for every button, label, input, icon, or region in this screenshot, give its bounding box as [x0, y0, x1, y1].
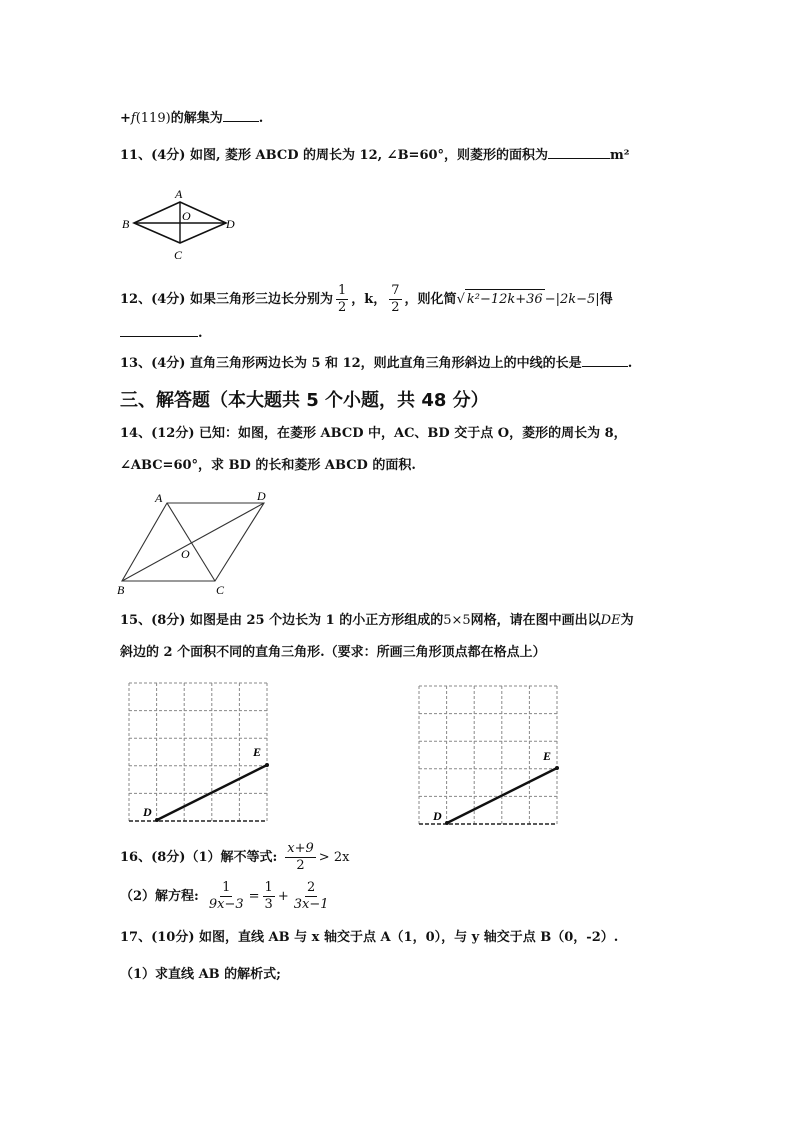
q13-end: . [627, 356, 633, 371]
q10-end: . [258, 111, 264, 126]
frac-den: 2 [391, 300, 400, 315]
frac-num: x+9 [287, 841, 314, 856]
question-15-line1 [120, 611, 634, 631]
fraction-x-plus-9-over-2 [285, 841, 316, 874]
question-12-answer-line [120, 322, 203, 344]
q16-lead: 16、(8分)（1）解不等式: [120, 850, 278, 865]
question-17-line2: （1）求直线 AB 的解析式; [120, 967, 281, 982]
diagonal-bd [122, 503, 264, 581]
function-arg: (119) [135, 111, 171, 126]
label-o: O [182, 209, 191, 223]
q12-tail: 得 [599, 292, 613, 307]
frac-den: 3x−1 [293, 897, 329, 912]
label-a: A [155, 491, 163, 505]
q14-rhombus-figure [112, 488, 272, 598]
label-b: B [122, 217, 130, 231]
grid-size: 5×5 [443, 613, 471, 628]
frac-den: 3 [264, 897, 273, 912]
answer-blank[interactable] [548, 144, 610, 159]
frac-num: 1 [264, 880, 273, 895]
question-17-line1: 17、(10分) 如图，直线 AB 与 x 轴交于点 A（1，0），与 y 轴交于点 B（0，-2）. [120, 930, 619, 945]
equals-sign: = [248, 889, 260, 904]
question-14-line2: ∠ABC=60°，求 BD 的长和菱形 ABCD 的面积. [120, 458, 416, 473]
label-a: A [175, 187, 183, 201]
label-d: D [433, 809, 442, 823]
label-e: E [253, 745, 262, 759]
q11-text: 11、(4分) 如图, 菱形 ABCD 的周长为 12, ∠B=60°，则菱形的面积为 [120, 148, 549, 163]
frac-num: 2 [306, 880, 316, 895]
plus-sign: + [277, 889, 289, 904]
q11-rhombus-figure [118, 183, 248, 265]
q15-text-a: 15、(8分) 如图是由 25 个边长为 1 的小正方形组成的 [120, 613, 444, 628]
label-c: C [174, 248, 183, 262]
answer-blank[interactable] [120, 322, 198, 337]
function-name: f [130, 111, 136, 126]
label-c: C [216, 583, 225, 597]
sqrt-sign: √ [456, 292, 465, 307]
section-3-title: 三、解答题（本大题共 5 个小题，共 48 分） [120, 390, 489, 411]
segment-de: DE [600, 613, 621, 628]
q11-unit: m² [610, 148, 630, 163]
fraction-2-over-3x-1 [292, 880, 331, 913]
label-d: D [143, 805, 152, 819]
frac-num: 7 [391, 283, 400, 298]
plus-sign: + [120, 111, 131, 126]
q15-text-c: 为 [620, 613, 634, 628]
question-16-part1 [120, 841, 349, 874]
frac-den: 2 [337, 300, 347, 315]
label-o: O [181, 547, 190, 561]
q12-mid: ，k， [351, 292, 387, 307]
frac-num: 1 [222, 880, 231, 895]
question-15-line2: 斜边的 2 个面积不同的直角三角形.（要求：所画三角形顶点都在格点上） [120, 645, 546, 660]
q12-after: ，则化简 [404, 292, 457, 307]
question-10-tail [120, 107, 263, 129]
frac-den: 2 [296, 858, 305, 873]
abs-expression: |2k−5| [555, 292, 600, 307]
question-13 [120, 352, 632, 374]
question-12 [120, 283, 613, 316]
answer-blank[interactable] [582, 352, 628, 367]
q12-end: . [198, 326, 203, 341]
frac-num: 1 [337, 283, 347, 298]
question-16-part2 [120, 880, 334, 913]
fraction-seven-halves [389, 283, 401, 316]
fraction-1-over-9x-3 [207, 880, 246, 913]
inequality-rhs: > 2x [318, 850, 350, 865]
diagonal-ac [167, 503, 215, 581]
label-d: D [226, 217, 235, 231]
frac-den: 9x−3 [208, 897, 244, 912]
label-b: B [117, 583, 125, 597]
q15-text-b: 网格，请在图中画出以 [470, 613, 601, 628]
label-d: D [257, 489, 266, 503]
sqrt-expression: k²−12k+36 [465, 289, 545, 310]
minus-sign: − [544, 292, 556, 307]
q15-grid-left[interactable] [124, 678, 274, 826]
q16-p2-lead: （2）解方程: [120, 889, 199, 904]
q15-grid-right[interactable] [414, 681, 564, 829]
answer-blank[interactable] [223, 107, 259, 122]
q13-text: 13、(4分) 直角三角形两边长为 5 和 12，则此直角三角形斜边上的中线的长是 [120, 356, 582, 371]
fraction-half [336, 283, 348, 316]
question-11 [120, 144, 630, 166]
q12-lead: 12、(4分) 如果三角形三边长分别为 [120, 292, 333, 307]
label-e: E [543, 749, 552, 763]
fraction-1-over-3 [263, 880, 275, 913]
question-14-line1: 14、(12分) 已知：如图，在菱形 ABCD 中，AC、BD 交于点 O，菱形的周长为 8， [120, 426, 627, 441]
q10-text: 的解集为 [170, 111, 223, 126]
